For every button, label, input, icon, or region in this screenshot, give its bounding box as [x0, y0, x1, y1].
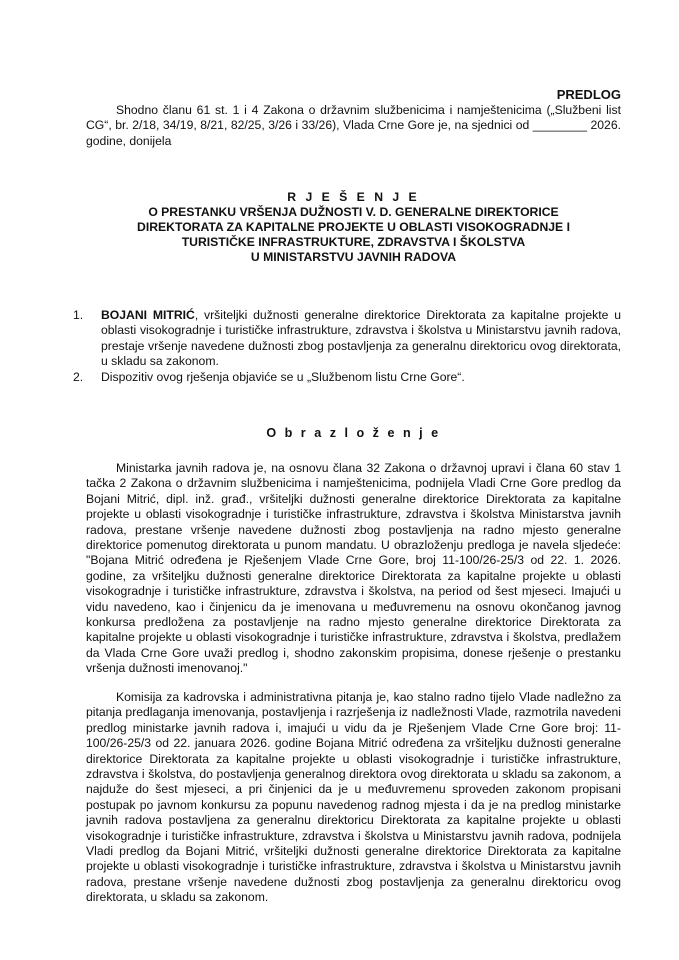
item-number: 2. [73, 369, 84, 384]
predlog-label: PREDLOG [556, 87, 621, 102]
obrazlozenje-paragraph-2: Komisija za kadrovska i administrativna pitanja je, kao stalno radno tijelo Vlade nadležno za pitanja predlaganja imenovanja, postavljenja i razrješenja iz nadležnosti Vlade, razmotrila navedeni predlog ministarke javnih radova i, imajući u vidu da je Rješenjem Vlade Crne Gore broj: 11-100/26-25/3 od 22. januara 2026. godine Bojana Mitrić određena za vršiteljku dužnosti generalne direktorice Direktorata za kapitalne projekte u oblasti visokogradnje i turističke infrastrukture, zdravstva i školstva, do postavljenja generalnog direktora ovog direktorata u skladu sa zakonom, a najduže do šest mjeseci, a pri činjenici da je u međuvremenu sproveden zakonom propisani postupak po javnom konkursu za popunu navedenog radnog mjesta i da je na predlog ministarke javnih radova postavljena za generalnu direktoricu Direktorata za kapitalne projekte u oblasti visokogradnje i turističke infrastrukture, zdravstva i školstva u Ministarstvu javnih radova, podnijela Vladi predlog da Bojani Mitrić, vršiteljki dužnosti generalne direktorice Direktorata za kapitalne projekte u oblasti visokogradnje i turističke infrastrukture, zdravstva i školstva u Ministarstvu javnih radova, prestane vršenje navedene dužnosti zbog postavljenja za generalnu direktoricu ovog direktorata, u skladu sa zakonom. [86, 690, 621, 905]
decision-item-2 [73, 369, 621, 385]
preamble-paragraph: Shodno članu 61 st. 1 i 4 Zakona o državnim službenicima i namještenicima („Službeni list CG“, br. 2/18, 34/19, 8/21, 82/25, 3/26 i 33/26), Vlada Crne Gore je, na sjednici od ________ 2026. godine, donijela [86, 103, 621, 148]
decision-items-list [73, 308, 622, 385]
obrazlozenje-title: O b r a z l o ž e n j e [266, 426, 441, 440]
decision-title-block [86, 190, 621, 265]
decision-subtitle-line-3: TURISTIČKE INFRASTRUKTURE, ZDRAVSTVA I ŠKOLSTVA [181, 235, 526, 249]
item-text: , vršiteljki dužnosti generalne direktorice Direktorata za kapitalne projekte u oblasti visokogradnje i turističke infrastrukture, zdravstva i školstva u Ministarstvu javnih radova, prestaje vršenje navedene dužnosti zbog postavljenja za generalnu direktoricu ovog direktorata, u skladu sa zakonom. [101, 308, 622, 369]
item-bold-name: BOJANI MITRIĆ [101, 308, 195, 322]
item-text: Dispozitiv ovog rješenja objaviće se u „Službenom listu Crne Gore“. [101, 369, 465, 384]
decision-title: R J E Š E N J E [287, 190, 420, 204]
decision-subtitle-line-2: DIREKTORATA ZA KAPITALNE PROJEKTE U OBLASTI VISOKOGRADNJE I [137, 220, 570, 234]
decision-item-1 [73, 308, 622, 370]
decision-subtitle-line-4: U MINISTARSTVU JAVNIH RADOVA [250, 250, 457, 264]
item-number: 1. [73, 308, 84, 322]
decision-subtitle-line-1: O PRESTANKU VRŠENJA DUŽNOSTI V. D. GENERALNE DIREKTORICE [148, 205, 559, 219]
obrazlozenje-paragraph-1: Ministarka javnih radova je, na osnovu člana 32 Zakona o državnoj upravi i člana 60 stav 1 tačka 2 Zakona o državnim službenicima i namještenicima, podnijela Vladi Crne Gore predlog da Bojani Mitrić, dipl. inž. građ., vršiteljki dužnosti generalne direktorice Direktorata za kapitalne projekte u oblasti visokogradnje i turističke infrastrukture, zdravstva i školstva Ministarstva javnih radova, prestane vršenje navedene dužnosti zbog postavljenja na radno mjesto generalne direktorice pomenutog direktorata u punom mandatu. U obrazloženju predloga je navela sljedeće: "Bojana Mitrić određena je Rješenjem Vlade Crne Gore, broj 11-100/26-25/3 od 22. 1. 2026. godine, za vršiteljku dužnosti generalne direktorice Direktorata za kapitalne projekte u oblasti visokogradnje i turističke infrastrukture, zdravstva i školstva, na period od šest mjeseci. Imajući u vidu navedeno, kao i činjenicu da je imenovana u međuvremenu na osnovu okončanog javnog konkursa predložena za postavljenje na radno mjesto generalne direktorice Direktorata za kapitalne projekte u oblasti visokogradnje i turističke infrastrukture, zdravstva i školstva, predlažem da Vlada Crne Gore uvaži predlog i, shodno zakonskim propisima, donese rješenje o prestanku vršenja dužnosti imenovanoj." [86, 461, 621, 676]
